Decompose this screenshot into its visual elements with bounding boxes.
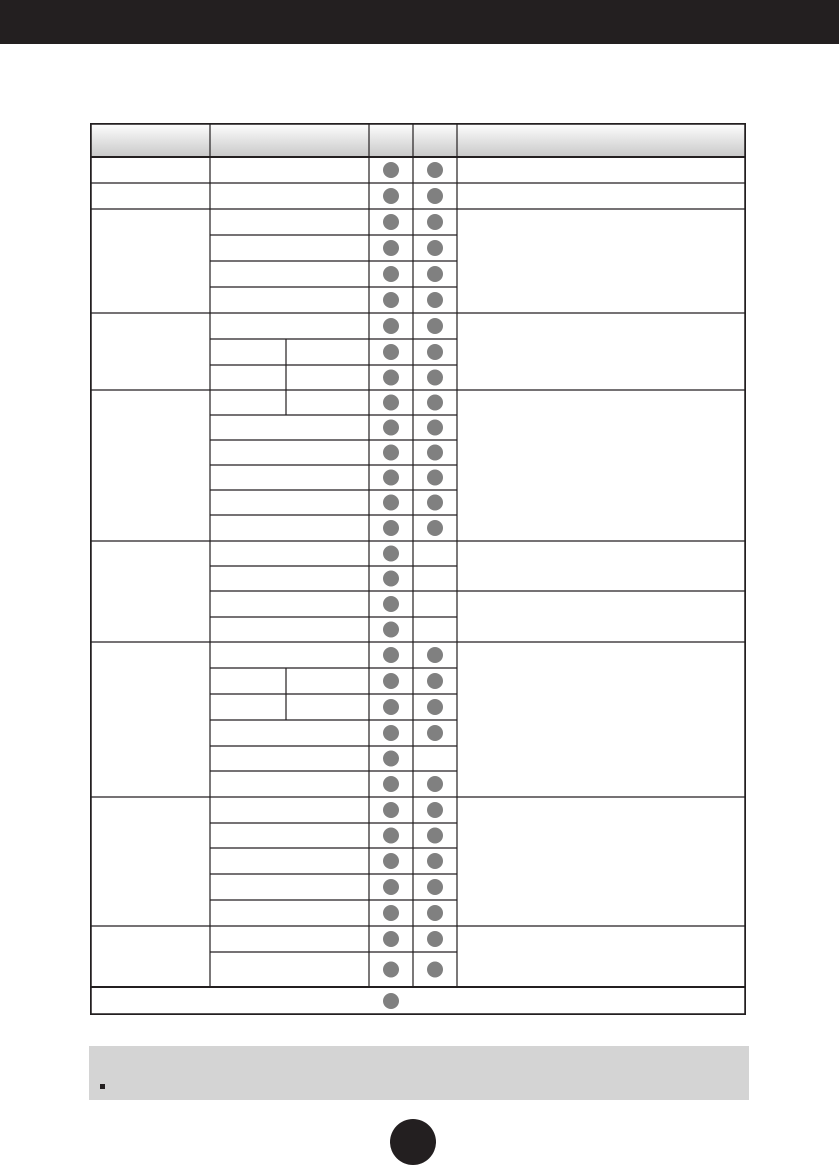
top-bar [0,0,839,44]
table-outer-border [91,124,746,1015]
indicator-a-icon [383,162,399,178]
indicator-a-icon [383,292,399,308]
header-row-background [90,123,746,157]
indicator-a-icon [383,751,399,767]
indicator-b-icon [427,673,443,689]
indicator-b-icon [427,853,443,869]
indicator-a-icon [383,962,399,978]
indicator-b-icon [427,214,443,230]
indicator-a-icon [383,828,399,844]
indicator-b-icon [427,344,443,360]
indicator-b-icon [427,292,443,308]
indicator-a-icon [383,420,399,436]
grid-lines [90,123,746,987]
indicator-b-icon [427,776,443,792]
indicator-b-icon [427,879,443,895]
indicator-a-icon [383,395,399,411]
indicator-a-icon [383,470,399,486]
indicator-a-icon [383,879,399,895]
indicator-a-icon [383,546,399,562]
indicator-b-icon [427,962,443,978]
indicator-a-icon [383,776,399,792]
indicator-b-icon [427,520,443,536]
indicator-a-icon [383,647,399,663]
indicator-b-icon [427,802,443,818]
indicator-b-icon [427,828,443,844]
footer-indicator-icon [383,993,399,1009]
indicator-a-icon [383,344,399,360]
indicator-b-icon [427,162,443,178]
indicator-b-icon [427,188,443,204]
indicator-b-icon [427,931,443,947]
indicator-a-icon [383,370,399,386]
indicator-b-icon [427,370,443,386]
indicator-a-icon [383,596,399,612]
indicator-b-icon [427,470,443,486]
indicator-a-icon [383,495,399,511]
indicator-a-icon [383,214,399,230]
indicator-b-icon [427,240,443,256]
indicator-a-icon [383,853,399,869]
indicator-a-icon [383,802,399,818]
indicator-a-icon [383,905,399,921]
indicator-b-icon [427,699,443,715]
indicator-a-icon [383,725,399,741]
menu-table [90,123,746,1015]
indicator-a-icon [383,622,399,638]
indicator-b-icon [427,725,443,741]
note-bullet-icon [100,1084,105,1089]
indicator-b-icon [427,647,443,663]
indicator-b-icon [427,420,443,436]
indicator-b-icon [427,445,443,461]
indicator-b-icon [427,318,443,334]
menu-table-grid [90,123,746,1015]
indicator-a-icon [383,318,399,334]
indicator-a-icon [383,571,399,587]
indicator-b-icon [427,905,443,921]
indicator-b-icon [427,395,443,411]
indicator-a-icon [383,445,399,461]
indicator-a-icon [383,240,399,256]
note-box [89,1046,749,1100]
indicator-a-icon [383,266,399,282]
indicator-b-icon [427,266,443,282]
indicator-a-icon [383,699,399,715]
indicator-a-icon [383,188,399,204]
indicator-a-icon [383,520,399,536]
indicator-a-icon [383,931,399,947]
page-number-badge [390,1119,436,1165]
indicator-b-icon [427,495,443,511]
indicator-a-icon [383,673,399,689]
